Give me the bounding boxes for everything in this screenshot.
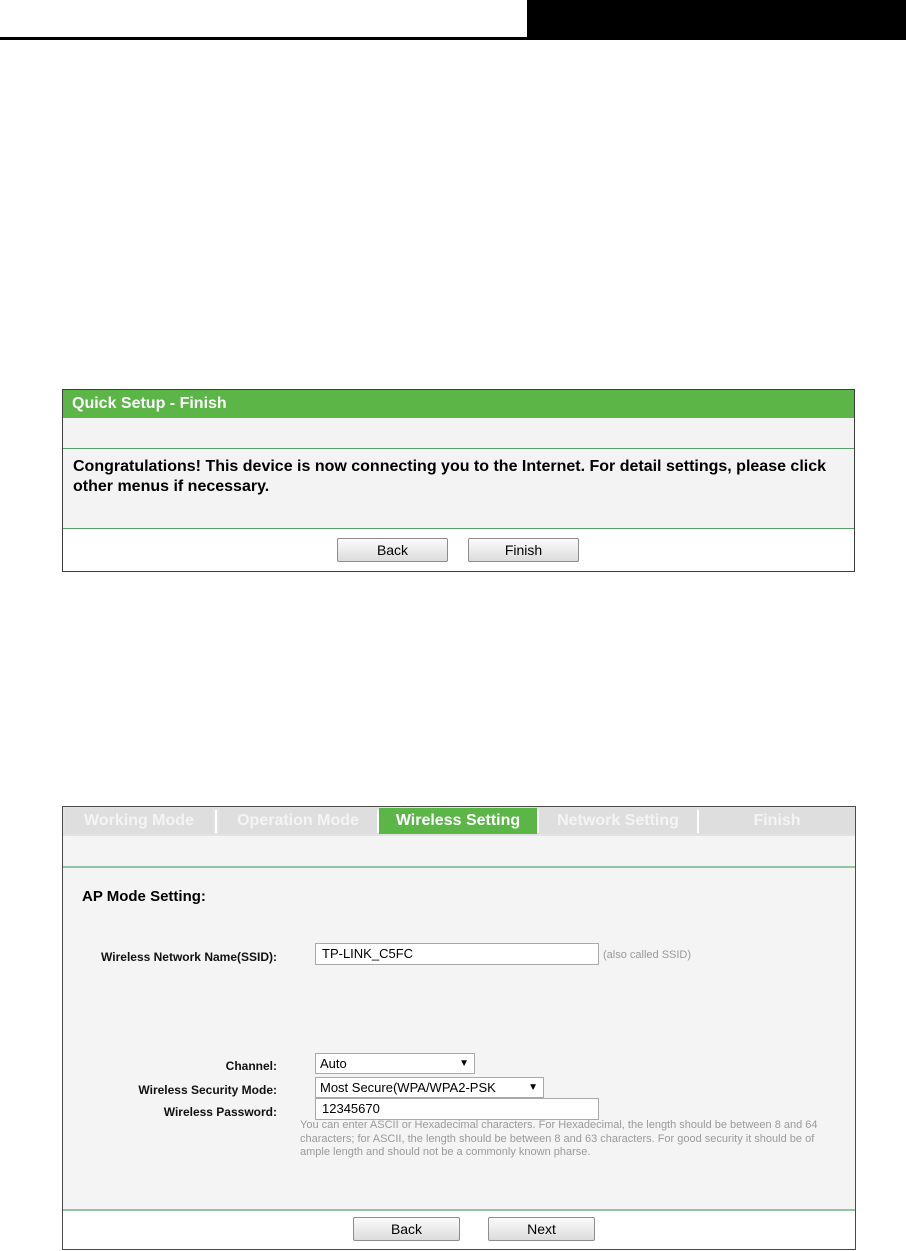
- wireless-setting-panel: [62, 806, 856, 1250]
- quick-setup-finish-panel: [62, 389, 855, 572]
- tab-working-mode[interactable]: Working Mode: [65, 808, 213, 834]
- title-spacer: [63, 418, 854, 448]
- channel-value: Auto: [320, 1056, 347, 1071]
- tab-operation-mode[interactable]: Operation Mode: [219, 808, 377, 834]
- panel-title: Quick Setup - Finish: [63, 390, 854, 418]
- channel-label: Channel:: [225, 1059, 277, 1073]
- divider: [63, 528, 854, 529]
- congratulations-message: Congratulations! This device is now connecting you to the Internet. For detail settings, please click other menus if necessary.: [73, 458, 827, 495]
- security-mode-value: Most Secure(WPA/WPA2-PSK: [320, 1080, 496, 1095]
- tab-finish[interactable]: Finish: [699, 808, 855, 834]
- tab-divider: [215, 810, 217, 833]
- security-mode-label: Wireless Security Mode:: [138, 1083, 277, 1097]
- password-help-text: You can enter ASCII or Hexadecimal characters. For Hexadecimal, the length should be between 8 and 64 characters; for ASCII, the length should be between 8 and 63 characters. For good security it should be of ample length and should not be a commonly known pharse.: [300, 1119, 818, 1158]
- tab-spacer: [63, 836, 855, 866]
- tab-network-setting[interactable]: Network Setting: [539, 808, 697, 834]
- divider: [63, 1209, 855, 1211]
- next-button[interactable]: Next: [488, 1217, 595, 1241]
- channel-select[interactable]: [315, 1053, 475, 1074]
- finish-button[interactable]: Finish: [468, 538, 579, 562]
- ssid-label: Wireless Network Name(SSID):: [101, 950, 277, 964]
- section-title: AP Mode Setting:: [82, 888, 206, 905]
- ssid-note: (also called SSID): [603, 949, 692, 961]
- password-label: Wireless Password:: [163, 1105, 277, 1119]
- back-button[interactable]: Back: [337, 538, 448, 562]
- header-black-band: [527, 0, 906, 40]
- header-rule: [0, 37, 906, 40]
- dropdown-arrow-icon: ▼: [459, 1058, 469, 1069]
- password-input[interactable]: 12345670: [315, 1098, 599, 1120]
- security-mode-select[interactable]: [315, 1077, 544, 1098]
- back-button[interactable]: Back: [353, 1217, 460, 1241]
- dropdown-arrow-icon: ▼: [528, 1082, 538, 1093]
- ssid-input[interactable]: TP-LINK_C5FC: [315, 943, 599, 965]
- setup-steps-tabs: [63, 807, 855, 836]
- tab-wireless-setting[interactable]: Wireless Setting: [379, 808, 537, 834]
